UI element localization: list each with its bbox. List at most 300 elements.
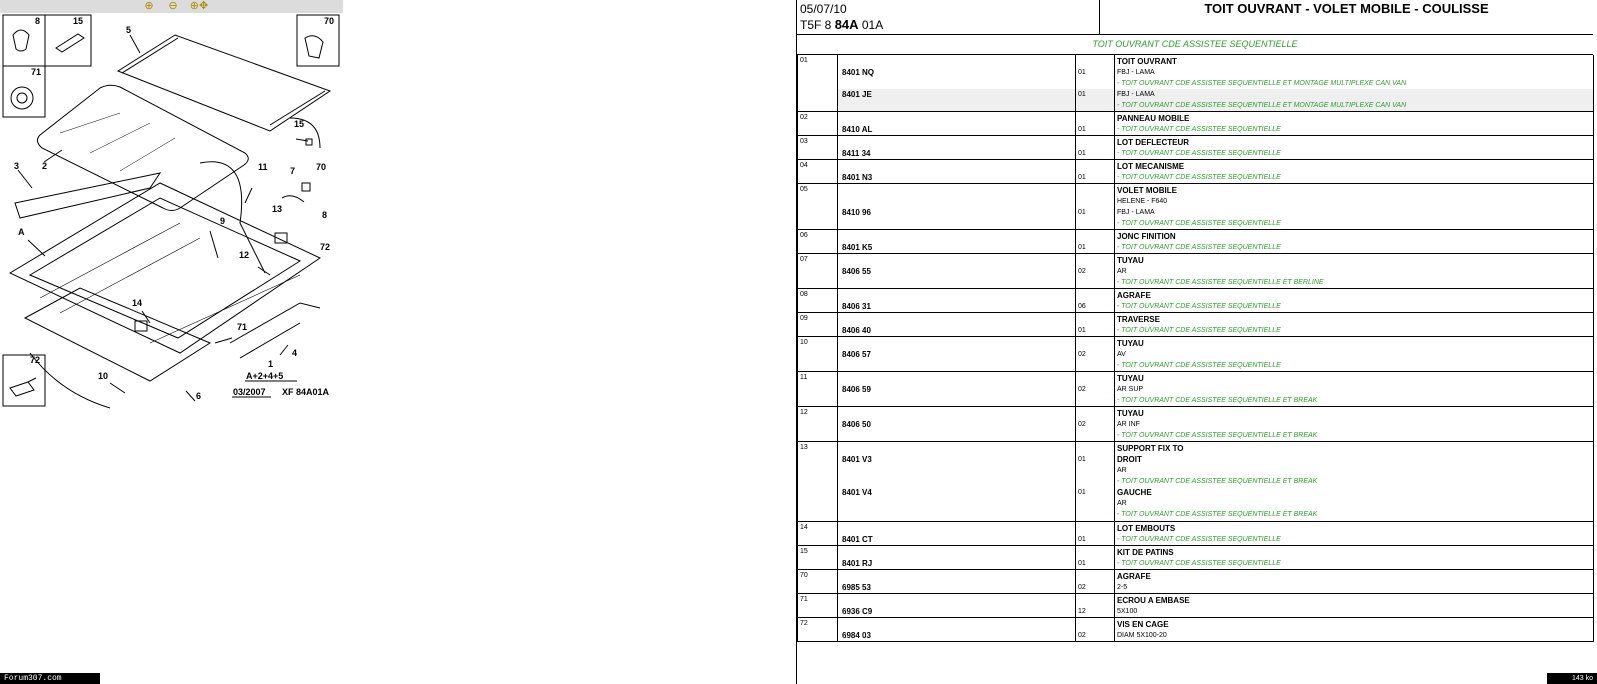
position-number: 10 — [800, 339, 808, 346]
part-quantity — [1076, 277, 1114, 288]
diagram-date: 03/2007 — [233, 387, 266, 397]
position-number: 12 — [800, 409, 808, 416]
description-cell — [1115, 546, 1594, 570]
part-quantity: 01 — [1078, 126, 1086, 133]
table-row — [798, 289, 1594, 313]
part-quantity: 01 — [1078, 150, 1086, 157]
document-header — [797, 0, 1593, 35]
callout-8: 8 — [35, 16, 41, 26]
position-number: 13 — [800, 444, 808, 451]
diagram-reference: XF 84A01A — [282, 387, 330, 397]
part-name: TUYAU — [1117, 339, 1144, 348]
description-cell — [1115, 442, 1594, 522]
description-cell — [1115, 570, 1594, 594]
reference-cell — [838, 570, 1076, 594]
part-application: - TOIT OUVRANT CDE ASSISTEE SEQUENTIELLE ET MONTAGE MULTIPLEXE CAN VAN — [1117, 80, 1407, 87]
quantity-cell — [1076, 230, 1115, 254]
part-name: LOT DEFLECTEUR — [1117, 138, 1189, 147]
position-number: 72 — [800, 620, 808, 627]
quantity-cell — [1076, 112, 1115, 136]
part-quantity — [1076, 360, 1114, 371]
nut-part-71 — [11, 87, 33, 109]
part-quantity — [1076, 137, 1114, 148]
reference-cell — [838, 618, 1076, 642]
part-reference[interactable]: 8406 57 — [842, 350, 871, 359]
part-reference[interactable] — [838, 430, 1075, 441]
part-application: - TOIT OUVRANT CDE ASSISTEE SEQUENTIELLE — [1117, 126, 1281, 133]
reference-cell — [838, 184, 1076, 230]
part-reference[interactable] — [838, 314, 1075, 325]
table-row — [798, 522, 1594, 546]
part-quantity: 02 — [1078, 584, 1086, 591]
part-quantity — [1076, 465, 1114, 476]
description-cell — [1115, 112, 1594, 136]
part-application: - TOIT OUVRANT CDE ASSISTEE SEQUENTIELLE ET MONTAGE MULTIPLEXE CAN VAN — [1115, 100, 1593, 111]
position-number: 05 — [800, 186, 808, 193]
reference-cell — [838, 55, 1076, 112]
part-quantity: 02 — [1078, 268, 1086, 275]
quantity-cell — [1076, 136, 1115, 160]
reference-cell — [838, 112, 1076, 136]
reference-cell — [838, 407, 1076, 442]
description-cell — [1115, 337, 1594, 372]
callout-A: A — [18, 227, 25, 237]
part-quantity — [1076, 338, 1114, 349]
table-row — [798, 160, 1594, 184]
part-quantity: 12 — [1078, 608, 1086, 615]
part-name: AGRAFE — [1117, 291, 1151, 300]
part-reference[interactable] — [838, 161, 1075, 172]
clip-part-8 — [13, 30, 29, 51]
part-detail: AR INF — [1117, 421, 1140, 428]
document-title: TOIT OUVRANT - VOLET MOBILE - COULISSE — [1204, 1, 1489, 16]
callout-70: 70 — [324, 16, 335, 26]
position-number: 71 — [800, 596, 808, 603]
description-cell — [1115, 254, 1594, 289]
clip-70 — [302, 183, 310, 191]
description-cell — [1115, 55, 1594, 112]
part-reference[interactable] — [838, 547, 1075, 558]
callout-72: 72 — [320, 242, 331, 252]
part-reference[interactable] — [838, 56, 1075, 67]
quantity-cell — [1076, 289, 1115, 313]
part-quantity — [1076, 443, 1114, 454]
reference-cell — [838, 442, 1076, 522]
part-detail: 2-5 — [1117, 584, 1128, 591]
part-reference[interactable] — [838, 465, 1075, 476]
part-quantity: 01 — [1078, 327, 1086, 334]
part-quantity — [1076, 255, 1114, 266]
part-quantity — [1076, 476, 1114, 487]
part-reference[interactable] — [838, 498, 1075, 509]
header-left-cell — [797, 0, 1100, 34]
part-quantity: 06 — [1078, 303, 1086, 310]
part-application: - TOIT OUVRANT CDE ASSISTEE SEQUENTIELLE — [1117, 174, 1281, 181]
part-application: - TOIT OUVRANT CDE ASSISTEE SEQUENTIELLE — [1117, 362, 1281, 369]
callout-9: 9 — [220, 216, 226, 226]
table-row — [798, 254, 1594, 289]
part-reference[interactable]: 8406 31 — [842, 302, 871, 311]
position-number-cell — [798, 372, 838, 407]
callout-1: 1 — [268, 359, 274, 369]
code-prefix: T5F 8 — [800, 18, 835, 32]
reference-cell — [838, 337, 1076, 372]
position-number-cell — [798, 570, 838, 594]
description-cell — [1115, 136, 1594, 160]
position-number-cell — [798, 522, 838, 546]
part-detail: HELENE - F640 — [1117, 198, 1168, 205]
zoom-out-icon[interactable]: ⊖ — [168, 0, 178, 12]
document-code — [800, 17, 883, 32]
zoom-in-icon[interactable]: ⊕ — [144, 0, 154, 12]
part-reference[interactable]: 8406 50 — [842, 420, 871, 429]
reference-cell — [838, 136, 1076, 160]
part-application: - TOIT OUVRANT CDE ASSISTEE SEQUENTIELLE — [1117, 303, 1281, 310]
part-quantity — [1076, 509, 1114, 520]
part-reference[interactable]: 8411 34 — [842, 149, 871, 158]
part-reference[interactable]: 8401 NQ — [842, 68, 875, 77]
part-detail: AV — [1117, 351, 1126, 358]
position-number: 11 — [800, 374, 808, 381]
part-quantity — [1076, 547, 1114, 558]
part-name: ECROU A EMBASE — [1117, 596, 1190, 605]
part-application: - TOIT OUVRANT CDE ASSISTEE SEQUENTIELLE — [1117, 244, 1281, 251]
reference-cell — [838, 313, 1076, 337]
part-reference[interactable]: 8410 AL — [842, 125, 873, 134]
part-reference[interactable] — [838, 277, 1075, 288]
callout-15: 15 — [73, 16, 84, 26]
table-row — [798, 230, 1594, 254]
table-row — [798, 184, 1594, 230]
position-number: 08 — [800, 291, 808, 298]
part-reference[interactable]: 8401 V4 — [842, 488, 872, 497]
part-reference[interactable]: 8401 N3 — [842, 173, 873, 182]
table-row — [798, 618, 1594, 642]
position-number-cell — [798, 230, 838, 254]
callout-6: 6 — [196, 391, 202, 401]
part-reference[interactable] — [838, 196, 1075, 207]
part-quantity — [1076, 395, 1114, 406]
part-name: GAUCHE — [1117, 488, 1152, 497]
forum-logo: Forum307.com — [0, 673, 100, 684]
position-number: 02 — [800, 114, 808, 121]
part-application: - TOIT OUVRANT CDE ASSISTEE SEQUENTIELLE ET BERLINE — [1117, 279, 1324, 286]
part-name: VOLET MOBILE — [1117, 186, 1177, 195]
reference-cell — [838, 289, 1076, 313]
part-quantity: 01 — [1078, 209, 1086, 216]
part-quantity — [1076, 161, 1114, 172]
part-reference[interactable] — [838, 571, 1075, 582]
table-row — [798, 55, 1594, 112]
clip-part-70 — [305, 36, 323, 58]
position-number: 09 — [800, 315, 808, 322]
part-quantity — [1076, 619, 1114, 630]
part-name: JONC FINITION — [1117, 232, 1176, 241]
callout-7: 7 — [290, 166, 296, 176]
part-application: - TOIT OUVRANT CDE ASSISTEE SEQUENTIELLE ET BREAK — [1117, 432, 1318, 439]
reference-cell — [838, 546, 1076, 570]
quantity-cell — [1076, 337, 1115, 372]
part-reference[interactable]: 6984 03 — [842, 631, 871, 640]
callout-10: 10 — [98, 371, 109, 381]
callout-14: 14 — [132, 298, 143, 308]
part-name: TRAVERSE — [1117, 315, 1160, 324]
part-quantity — [1076, 78, 1114, 89]
callout-70b: 70 — [316, 162, 327, 172]
part-reference[interactable] — [838, 218, 1075, 229]
part-reference[interactable]: 8401 RJ — [842, 559, 873, 568]
part-quantity — [1076, 185, 1114, 196]
quantity-cell — [1076, 407, 1115, 442]
part-application: - TOIT OUVRANT CDE ASSISTEE SEQUENTIELLE ET BREAK — [1117, 397, 1318, 404]
part-detail: FBJ - LAMA — [1117, 69, 1155, 76]
part-name: TUYAU — [1117, 374, 1144, 383]
shade-panel-5 — [118, 35, 330, 131]
clip-7 — [282, 196, 304, 202]
table-row — [798, 570, 1594, 594]
part-reference[interactable] — [838, 476, 1075, 487]
part-detail: 5X100 — [1117, 608, 1138, 615]
part-reference[interactable] — [838, 290, 1075, 301]
position-number-cell — [798, 546, 838, 570]
lower-frame — [25, 288, 210, 381]
position-number-cell — [798, 136, 838, 160]
part-quantity: 01 — [1078, 560, 1086, 567]
part-quantity — [1076, 498, 1114, 509]
part-reference[interactable] — [838, 185, 1075, 196]
position-number-cell — [798, 254, 838, 289]
callout-15b: 15 — [294, 119, 305, 129]
part-name: VIS EN CAGE — [1117, 620, 1169, 629]
part-quantity — [1076, 430, 1114, 441]
part-reference[interactable]: 8401 V3 — [842, 455, 872, 464]
quantity-cell — [1076, 594, 1115, 618]
part-reference[interactable] — [838, 373, 1075, 384]
part-name: PANNEAU MOBILE — [1117, 114, 1190, 123]
quantity-cell — [1076, 184, 1115, 230]
callout-11: 11 — [258, 162, 268, 172]
pan-icon[interactable]: ⊕✥ — [189, 0, 209, 12]
part-reference[interactable]: 8406 40 — [842, 326, 871, 335]
parts-table — [797, 55, 1594, 642]
part-name: TUYAU — [1117, 256, 1144, 265]
quantity-cell — [1076, 522, 1115, 546]
part-reference[interactable]: 8410 96 — [842, 208, 871, 217]
part-reference[interactable] — [838, 395, 1075, 406]
callout-5: 5 — [126, 25, 132, 35]
part-reference[interactable]: 8401 JE — [838, 89, 1075, 100]
description-cell — [1115, 594, 1594, 618]
code-bold: 84A — [834, 17, 859, 32]
part-reference[interactable] — [838, 619, 1075, 630]
position-number-cell — [798, 55, 838, 112]
quantity-cell — [1076, 372, 1115, 407]
position-number: 14 — [800, 524, 808, 531]
position-number: 70 — [800, 572, 808, 579]
exploded-diagram — [0, 13, 343, 413]
part-quantity — [1076, 408, 1114, 419]
part-quantity — [1076, 56, 1114, 67]
part-quantity — [1076, 373, 1114, 384]
part-detail: AR — [1117, 467, 1127, 474]
file-size-label: 143 ko — [1547, 673, 1597, 684]
description-cell — [1115, 407, 1594, 442]
table-row — [798, 372, 1594, 407]
part-quantity — [1076, 196, 1114, 207]
table-row — [798, 313, 1594, 337]
slider-part-15 — [56, 34, 84, 52]
part-reference[interactable] — [838, 360, 1075, 371]
table-row — [798, 546, 1594, 570]
part-reference[interactable] — [838, 113, 1075, 124]
table-row — [798, 442, 1594, 522]
part-reference[interactable] — [838, 408, 1075, 419]
callout-12: 12 — [239, 250, 250, 260]
callout-13: 13 — [272, 204, 283, 214]
part-reference[interactable]: 8406 59 — [842, 385, 871, 394]
part-name: LOT EMBOUTS — [1117, 524, 1176, 533]
position-number: 15 — [800, 548, 808, 555]
callout-72b: 72 — [30, 355, 41, 365]
position-number-cell — [798, 184, 838, 230]
part-name: KIT DE PATINS — [1117, 548, 1174, 557]
quantity-cell — [1076, 160, 1115, 184]
part-reference[interactable] — [838, 509, 1075, 520]
part-quantity — [1076, 523, 1114, 534]
part-quantity — [1076, 314, 1114, 325]
part-application: - TOIT OUVRANT CDE ASSISTEE SEQUENTIELLE — [1117, 560, 1281, 567]
part-quantity — [1076, 113, 1114, 124]
callout-3: 3 — [14, 161, 20, 171]
part-quantity: 01 — [1076, 89, 1114, 100]
quantity-cell — [1076, 570, 1115, 594]
reference-cell — [838, 230, 1076, 254]
quantity-cell — [1076, 442, 1115, 522]
part-reference[interactable]: 8401 K5 — [842, 243, 873, 252]
description-cell — [1115, 289, 1594, 313]
part-detail: AR SUP — [1117, 386, 1144, 393]
table-row — [798, 594, 1594, 618]
part-quantity: 02 — [1078, 421, 1086, 428]
part-reference[interactable] — [838, 137, 1075, 148]
position-number-cell — [798, 313, 838, 337]
part-quantity: 01 — [1078, 489, 1086, 496]
callout-8b: 8 — [322, 210, 328, 220]
part-quantity — [1076, 231, 1114, 242]
table-row — [798, 112, 1594, 136]
part-quantity: 01 — [1078, 536, 1086, 543]
reference-cell — [838, 594, 1076, 618]
part-name: LOT MECANISME — [1117, 162, 1185, 171]
part-reference[interactable] — [838, 338, 1075, 349]
part-application: - TOIT OUVRANT CDE ASSISTEE SEQUENTIELLE — [1117, 220, 1281, 227]
description-cell — [1115, 372, 1594, 407]
part-reference[interactable]: 6985 53 — [842, 583, 871, 592]
table-row — [798, 407, 1594, 442]
part-quantity — [1076, 290, 1114, 301]
part-reference[interactable]: 8406 55 — [842, 267, 871, 276]
part-reference[interactable]: 6936 C9 — [842, 607, 873, 616]
description-cell — [1115, 160, 1594, 184]
position-number-cell — [798, 594, 838, 618]
quantity-cell — [1076, 313, 1115, 337]
part-quantity — [1076, 595, 1114, 606]
position-number: 03 — [800, 138, 808, 145]
callout-71b: 71 — [237, 322, 248, 332]
code-suffix: 01A — [858, 18, 884, 32]
description-cell — [1115, 184, 1594, 230]
part-reference[interactable] — [838, 595, 1075, 606]
reference-cell — [838, 160, 1076, 184]
reference-cell — [838, 254, 1076, 289]
part-detail: FBJ - LAMA — [1117, 209, 1155, 216]
position-number-cell — [798, 289, 838, 313]
callout-2: 2 — [42, 161, 48, 171]
reference-cell — [838, 372, 1076, 407]
position-number: 01 — [800, 57, 808, 64]
callout-71: 71 — [31, 67, 42, 77]
position-number-cell — [798, 337, 838, 372]
part-detail: FBJ - LAMA — [1115, 89, 1593, 100]
quantity-cell — [1076, 546, 1115, 570]
quantity-cell — [1076, 618, 1115, 642]
screw-part-72 — [10, 378, 36, 396]
position-number-cell — [798, 442, 838, 522]
position-number-cell — [798, 160, 838, 184]
assembly-formula: A+2+4+5 — [246, 371, 284, 381]
position-number-cell — [798, 618, 838, 642]
position-number-cell — [798, 112, 838, 136]
table-row — [798, 337, 1594, 372]
part-application: - TOIT OUVRANT CDE ASSISTEE SEQUENTIELLE — [1117, 327, 1281, 334]
description-cell — [1115, 618, 1594, 642]
part-application: - TOIT OUVRANT CDE ASSISTEE SEQUENTIELLE — [1117, 536, 1281, 543]
part-application: - TOIT OUVRANT CDE ASSISTEE SEQUENTIELLE ET BREAK — [1117, 478, 1318, 485]
position-number-cell — [798, 407, 838, 442]
part-quantity: 02 — [1078, 386, 1086, 393]
part-reference[interactable] — [838, 100, 1075, 111]
part-quantity: 02 — [1078, 632, 1086, 639]
part-quantity: 01 — [1078, 69, 1086, 76]
part-name: TOIT OUVRANT — [1117, 57, 1177, 66]
zoom-toolbar — [0, 0, 343, 13]
part-quantity — [1076, 218, 1114, 229]
part-reference[interactable] — [838, 231, 1075, 242]
quantity-cell — [1076, 55, 1115, 112]
part-name: DROIT — [1117, 455, 1142, 464]
position-number: 07 — [800, 256, 808, 263]
part-application: - TOIT OUVRANT CDE ASSISTEE SEQUENTIELLE ET BREAK — [1117, 511, 1318, 518]
document-date: 05/07/10 — [800, 2, 847, 16]
part-reference[interactable] — [838, 255, 1075, 266]
part-reference[interactable] — [838, 78, 1075, 89]
quantity-cell — [1076, 254, 1115, 289]
parts-document — [797, 0, 1593, 642]
part-quantity: 02 — [1078, 351, 1086, 358]
part-detail: DIAM 5X100-20 — [1117, 632, 1167, 639]
part-detail: AR — [1117, 500, 1127, 507]
part-reference[interactable] — [838, 443, 1075, 454]
reference-cell — [838, 522, 1076, 546]
position-number: 06 — [800, 232, 808, 239]
part-name: TUYAU — [1117, 409, 1144, 418]
table-row — [798, 136, 1594, 160]
position-number: 04 — [800, 162, 808, 169]
part-quantity: 01 — [1078, 174, 1086, 181]
part-reference[interactable] — [838, 523, 1075, 534]
section-subtitle: TOIT OUVRANT CDE ASSISTEE SEQUENTIELLE — [797, 35, 1593, 55]
part-reference[interactable]: 8401 CT — [842, 535, 873, 544]
